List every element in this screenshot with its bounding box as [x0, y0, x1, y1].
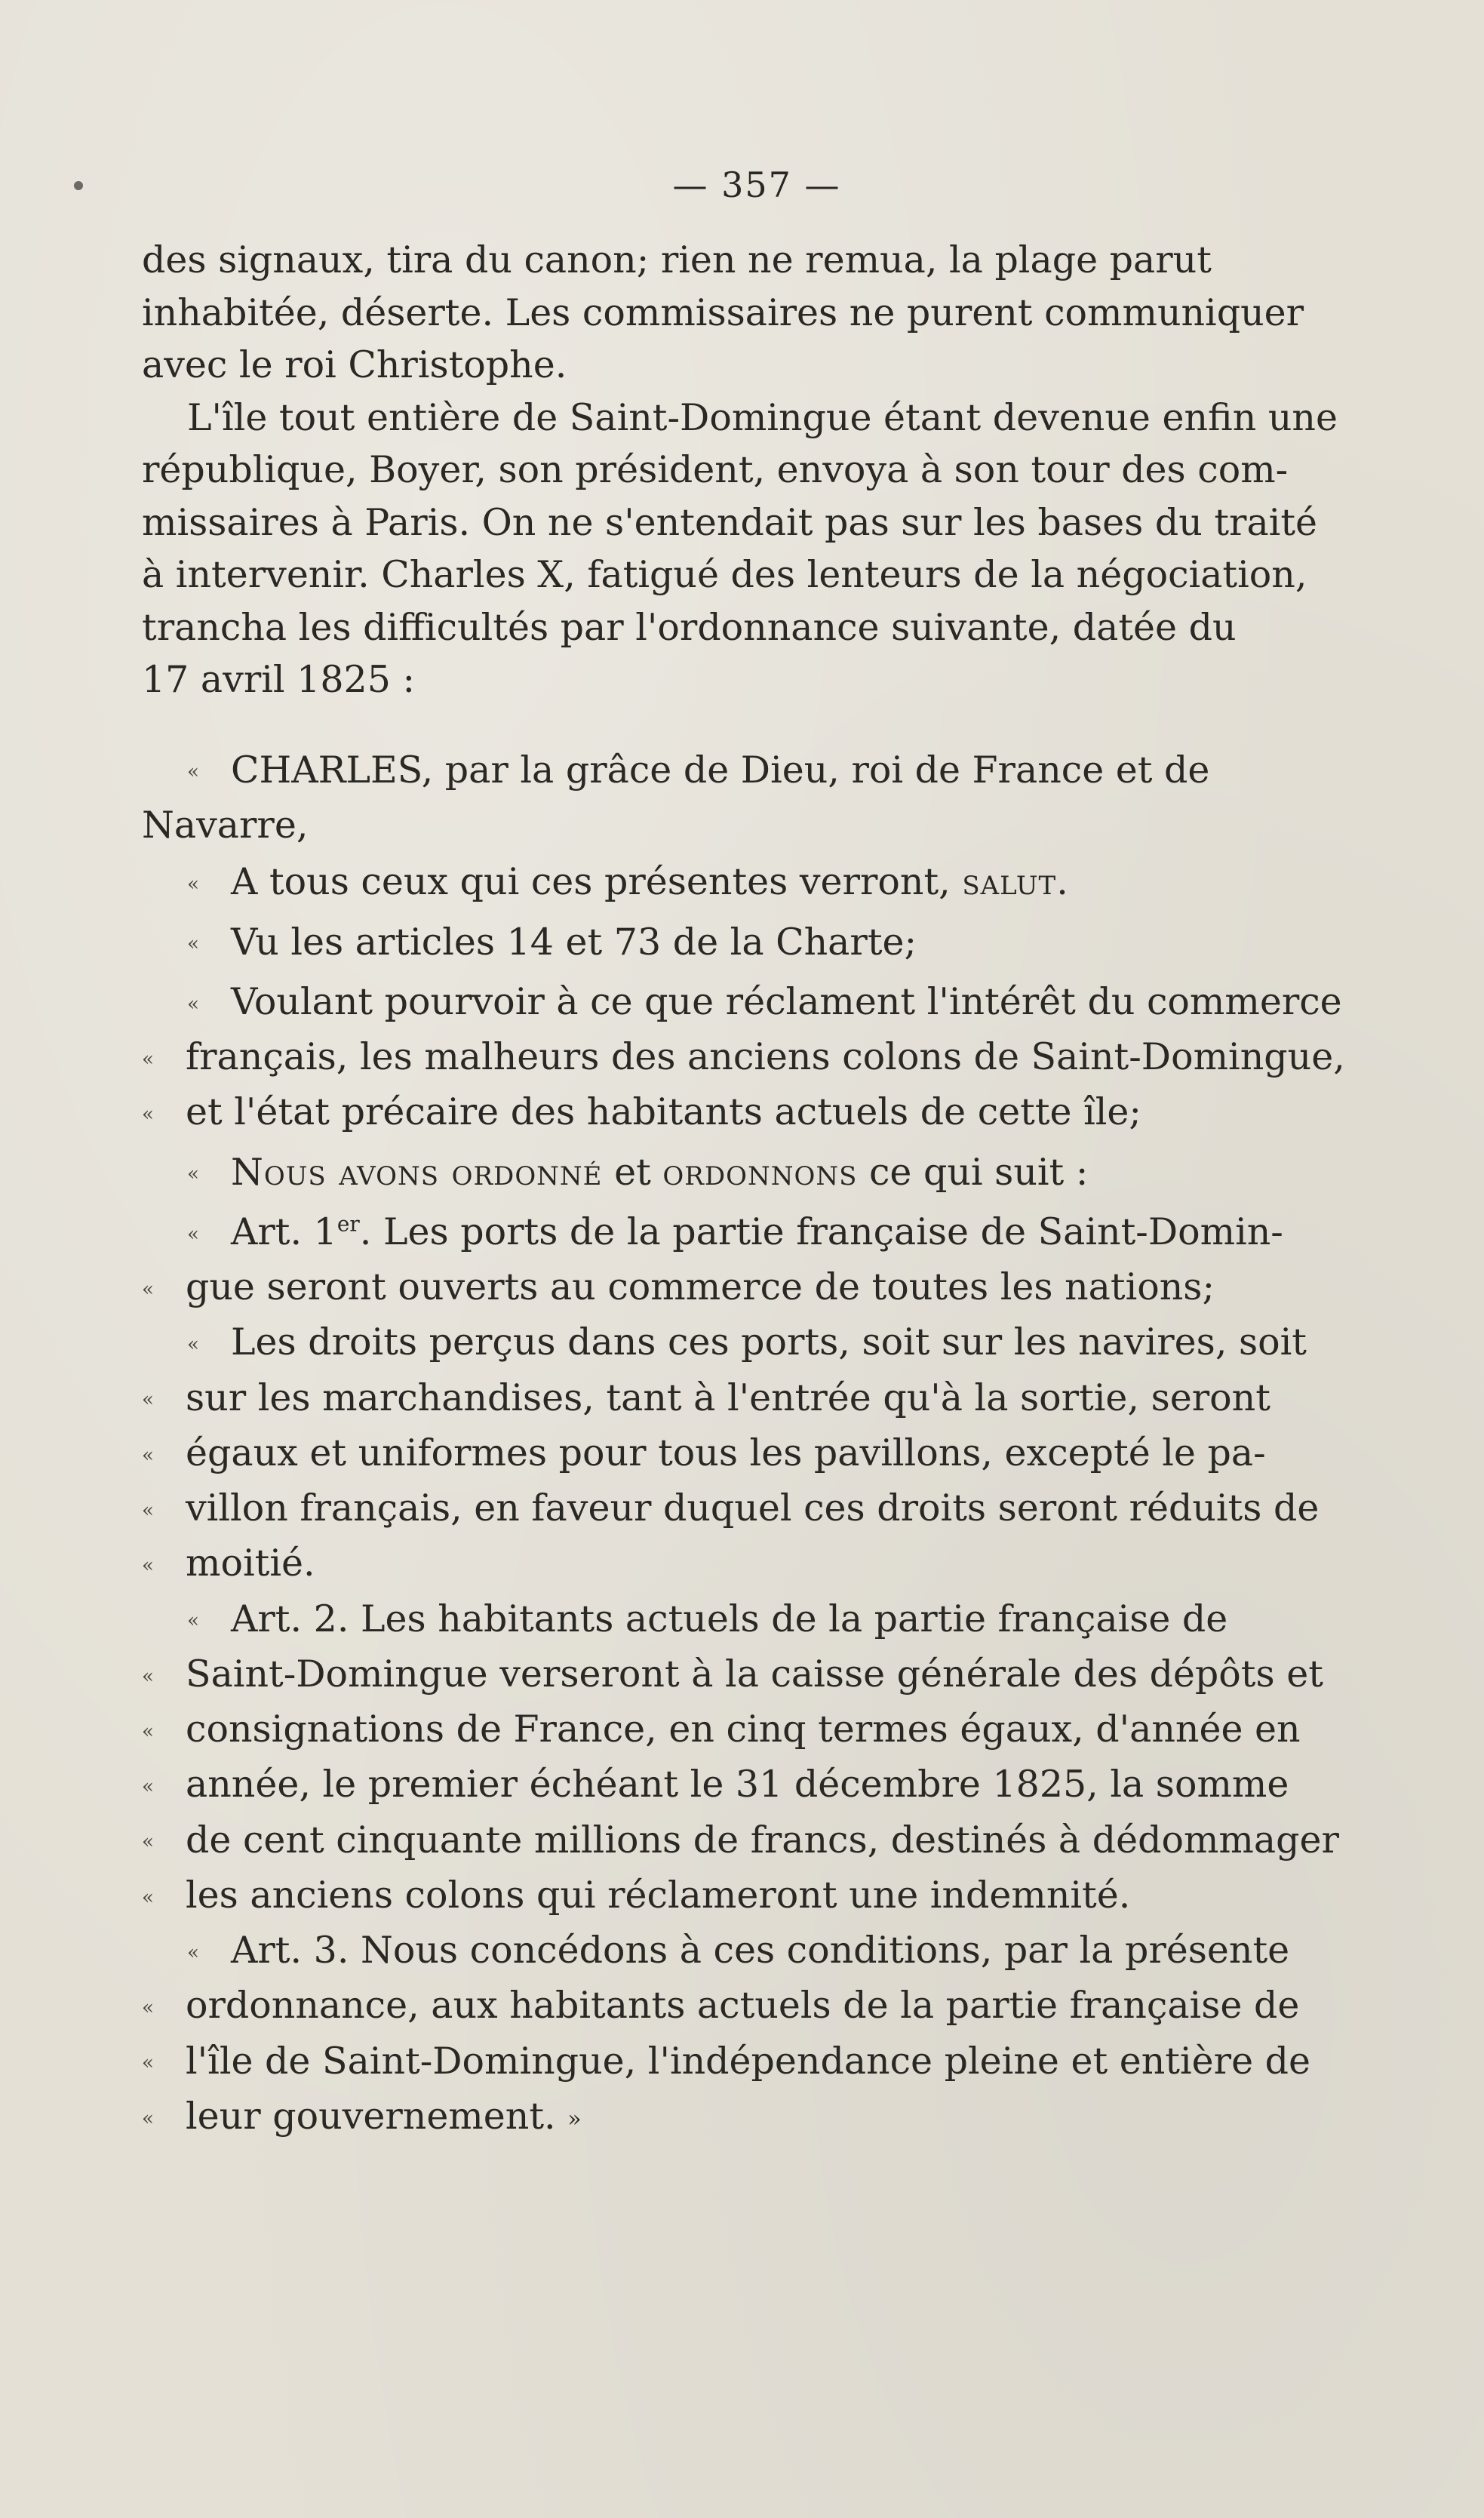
quote-line	[142, 2090, 1289, 2145]
quote-line	[142, 1593, 1289, 1648]
quote-line	[142, 1924, 1289, 1979]
quote-mark: «	[142, 1665, 154, 1688]
article-text: Saint-Domingue verseront à la caisse générale des dépôts et	[186, 1652, 1323, 1696]
quote-mark: «	[142, 1499, 154, 1522]
quote-mark: «	[187, 1941, 199, 1964]
quote-mark: «	[142, 2052, 154, 2075]
text-line: missaires à Paris. On ne s'entendait pas sur les bases du traité	[142, 500, 1318, 544]
article-text: Art. 2. Les habitants actuels de la partie française de	[231, 1597, 1228, 1640]
text-line: république, Boyer, son président, envoya à son tour des com-	[142, 448, 1289, 491]
quote-line	[142, 1758, 1289, 1813]
vu-text: Vu les articles 14 et 73 de la Charte;	[231, 920, 917, 964]
ordonnance-quote	[142, 744, 1345, 2146]
closing-quote-mark: »	[567, 2105, 582, 2132]
quote-mark: «	[187, 873, 199, 896]
article-text: leur gouvernement.	[186, 2094, 556, 2138]
quote-mark: «	[142, 1047, 154, 1071]
page-content	[142, 164, 1345, 2145]
article-text: villon français, en faveur duquel ces droits seront réduits de	[186, 1487, 1320, 1530]
article-text: . Les ports de la partie française de Saint-Domin-	[359, 1210, 1283, 1253]
quote-mark: «	[142, 1997, 154, 2019]
quote-line	[142, 1648, 1323, 1703]
opening-text: CHARLES, par la grâce de Dieu, roi de France et de	[231, 748, 1210, 792]
quote-line	[142, 1869, 1289, 1924]
article-text: ordonnance, aux habitants actuels de la partie française de	[186, 1984, 1300, 2028]
quote-line	[142, 976, 1342, 1031]
text-line: inhabitée, déserte. Les commissaires ne purent communiquer	[142, 291, 1304, 334]
quote-mark: «	[142, 1831, 154, 1854]
ink-spot	[74, 181, 83, 190]
page-number: — 357 —	[672, 164, 841, 205]
voulant-text: Voulant pourvoir à ce que réclament l'intérêt du commerce	[231, 979, 1342, 1023]
nous-ordonnons: ordonnons	[662, 1150, 858, 1194]
quote-mark: «	[187, 1333, 199, 1356]
quote-line	[142, 2035, 1311, 2090]
quote-mark: «	[142, 2107, 154, 2130]
article-text: année, le premier échéant le 31 décembre 1825, la somme	[186, 1763, 1289, 1806]
nous-suit: ce qui suit :	[868, 1150, 1089, 1194]
quote-line	[142, 1146, 1289, 1201]
quote-line	[142, 1814, 1339, 1869]
text-line: trancha les difficultés par l'ordonnance suivante, datée du	[142, 605, 1237, 649]
quote-line: Navarre,	[142, 803, 309, 847]
quote-mark: «	[142, 1720, 154, 1743]
quote-line	[142, 1206, 1289, 1261]
salut-word: salut.	[962, 860, 1069, 904]
article-text: gue seront ouverts au commerce de toutes les nations;	[186, 1265, 1215, 1308]
quote-mark: «	[142, 1443, 154, 1467]
article-text: égaux et uniformes pour tous les pavillons, excepté le pa-	[186, 1431, 1266, 1474]
quote-line	[142, 916, 1289, 971]
quote-mark: «	[187, 933, 199, 956]
quote-line	[142, 1031, 1345, 1086]
salut-text: A tous ceux qui ces présentes verront,	[231, 860, 951, 904]
quote-line	[142, 1427, 1289, 1482]
quote-line	[142, 1086, 1289, 1141]
quote-line	[142, 1261, 1289, 1316]
quote-line	[142, 1316, 1307, 1371]
nous-et: et	[614, 1150, 651, 1194]
text-line: avec le roi Christophe.	[142, 343, 567, 386]
quote-mark: «	[142, 1388, 154, 1412]
quote-mark: «	[142, 1554, 154, 1577]
quote-line	[142, 1703, 1301, 1758]
article-text: sur les marchandises, tant à l'entrée qu'à la sortie, seront	[186, 1376, 1270, 1419]
quote-mark: «	[187, 761, 199, 784]
voulant-text: et l'état précaire des habitants actuels de cette île;	[186, 1090, 1141, 1134]
article-text: les anciens colons qui réclameront une indemnité.	[186, 1873, 1131, 1917]
quote-mark: «	[187, 1222, 199, 1246]
quote-line	[142, 744, 1289, 799]
voulant-text: français, les malheurs des anciens colons de Saint-Domingue,	[186, 1035, 1345, 1078]
article-text: Les droits perçus dans ces ports, soit sur les navires, soit	[231, 1320, 1307, 1364]
quote-mark: «	[187, 1609, 199, 1633]
quote-mark: «	[142, 1886, 154, 1909]
text-line: à intervenir. Charles X, fatigué des lenteurs de la négociation,	[142, 553, 1307, 596]
text-line: des signaux, tira du canon; rien ne remua, la plage parut	[142, 238, 1212, 281]
article-text: l'île de Saint-Domingue, l'indépendance pleine et entière de	[186, 2039, 1311, 2083]
quote-line	[142, 1482, 1320, 1537]
article-text: de cent cinquante millions de francs, destinés à dédommager	[186, 1818, 1339, 1862]
article-text: consignations de France, en cinq termes égaux, d'année en	[186, 1708, 1301, 1751]
quote-line	[142, 856, 1289, 911]
quote-mark: «	[142, 1277, 154, 1301]
article-label: Art. 1	[231, 1210, 337, 1253]
quote-mark: «	[187, 1163, 199, 1186]
quote-line	[142, 1537, 1289, 1592]
nous-ordonne: Nous avons ordonné	[231, 1150, 603, 1194]
quote-line	[142, 1372, 1289, 1427]
article-text: moitié.	[186, 1542, 315, 1585]
article-sup: er	[336, 1211, 360, 1237]
quote-line	[142, 1979, 1300, 2034]
quote-mark: «	[142, 1776, 154, 1798]
intro-paragraph	[142, 234, 1338, 706]
text-line: L'île tout entière de Saint-Domingue étant devenue enfin une	[187, 395, 1338, 439]
text-line: 17 avril 1825 :	[142, 658, 415, 701]
quote-mark: «	[142, 1103, 154, 1126]
quote-mark: «	[187, 992, 199, 1016]
article-text: Art. 3. Nous concédons à ces conditions, par la présente	[231, 1929, 1290, 1972]
